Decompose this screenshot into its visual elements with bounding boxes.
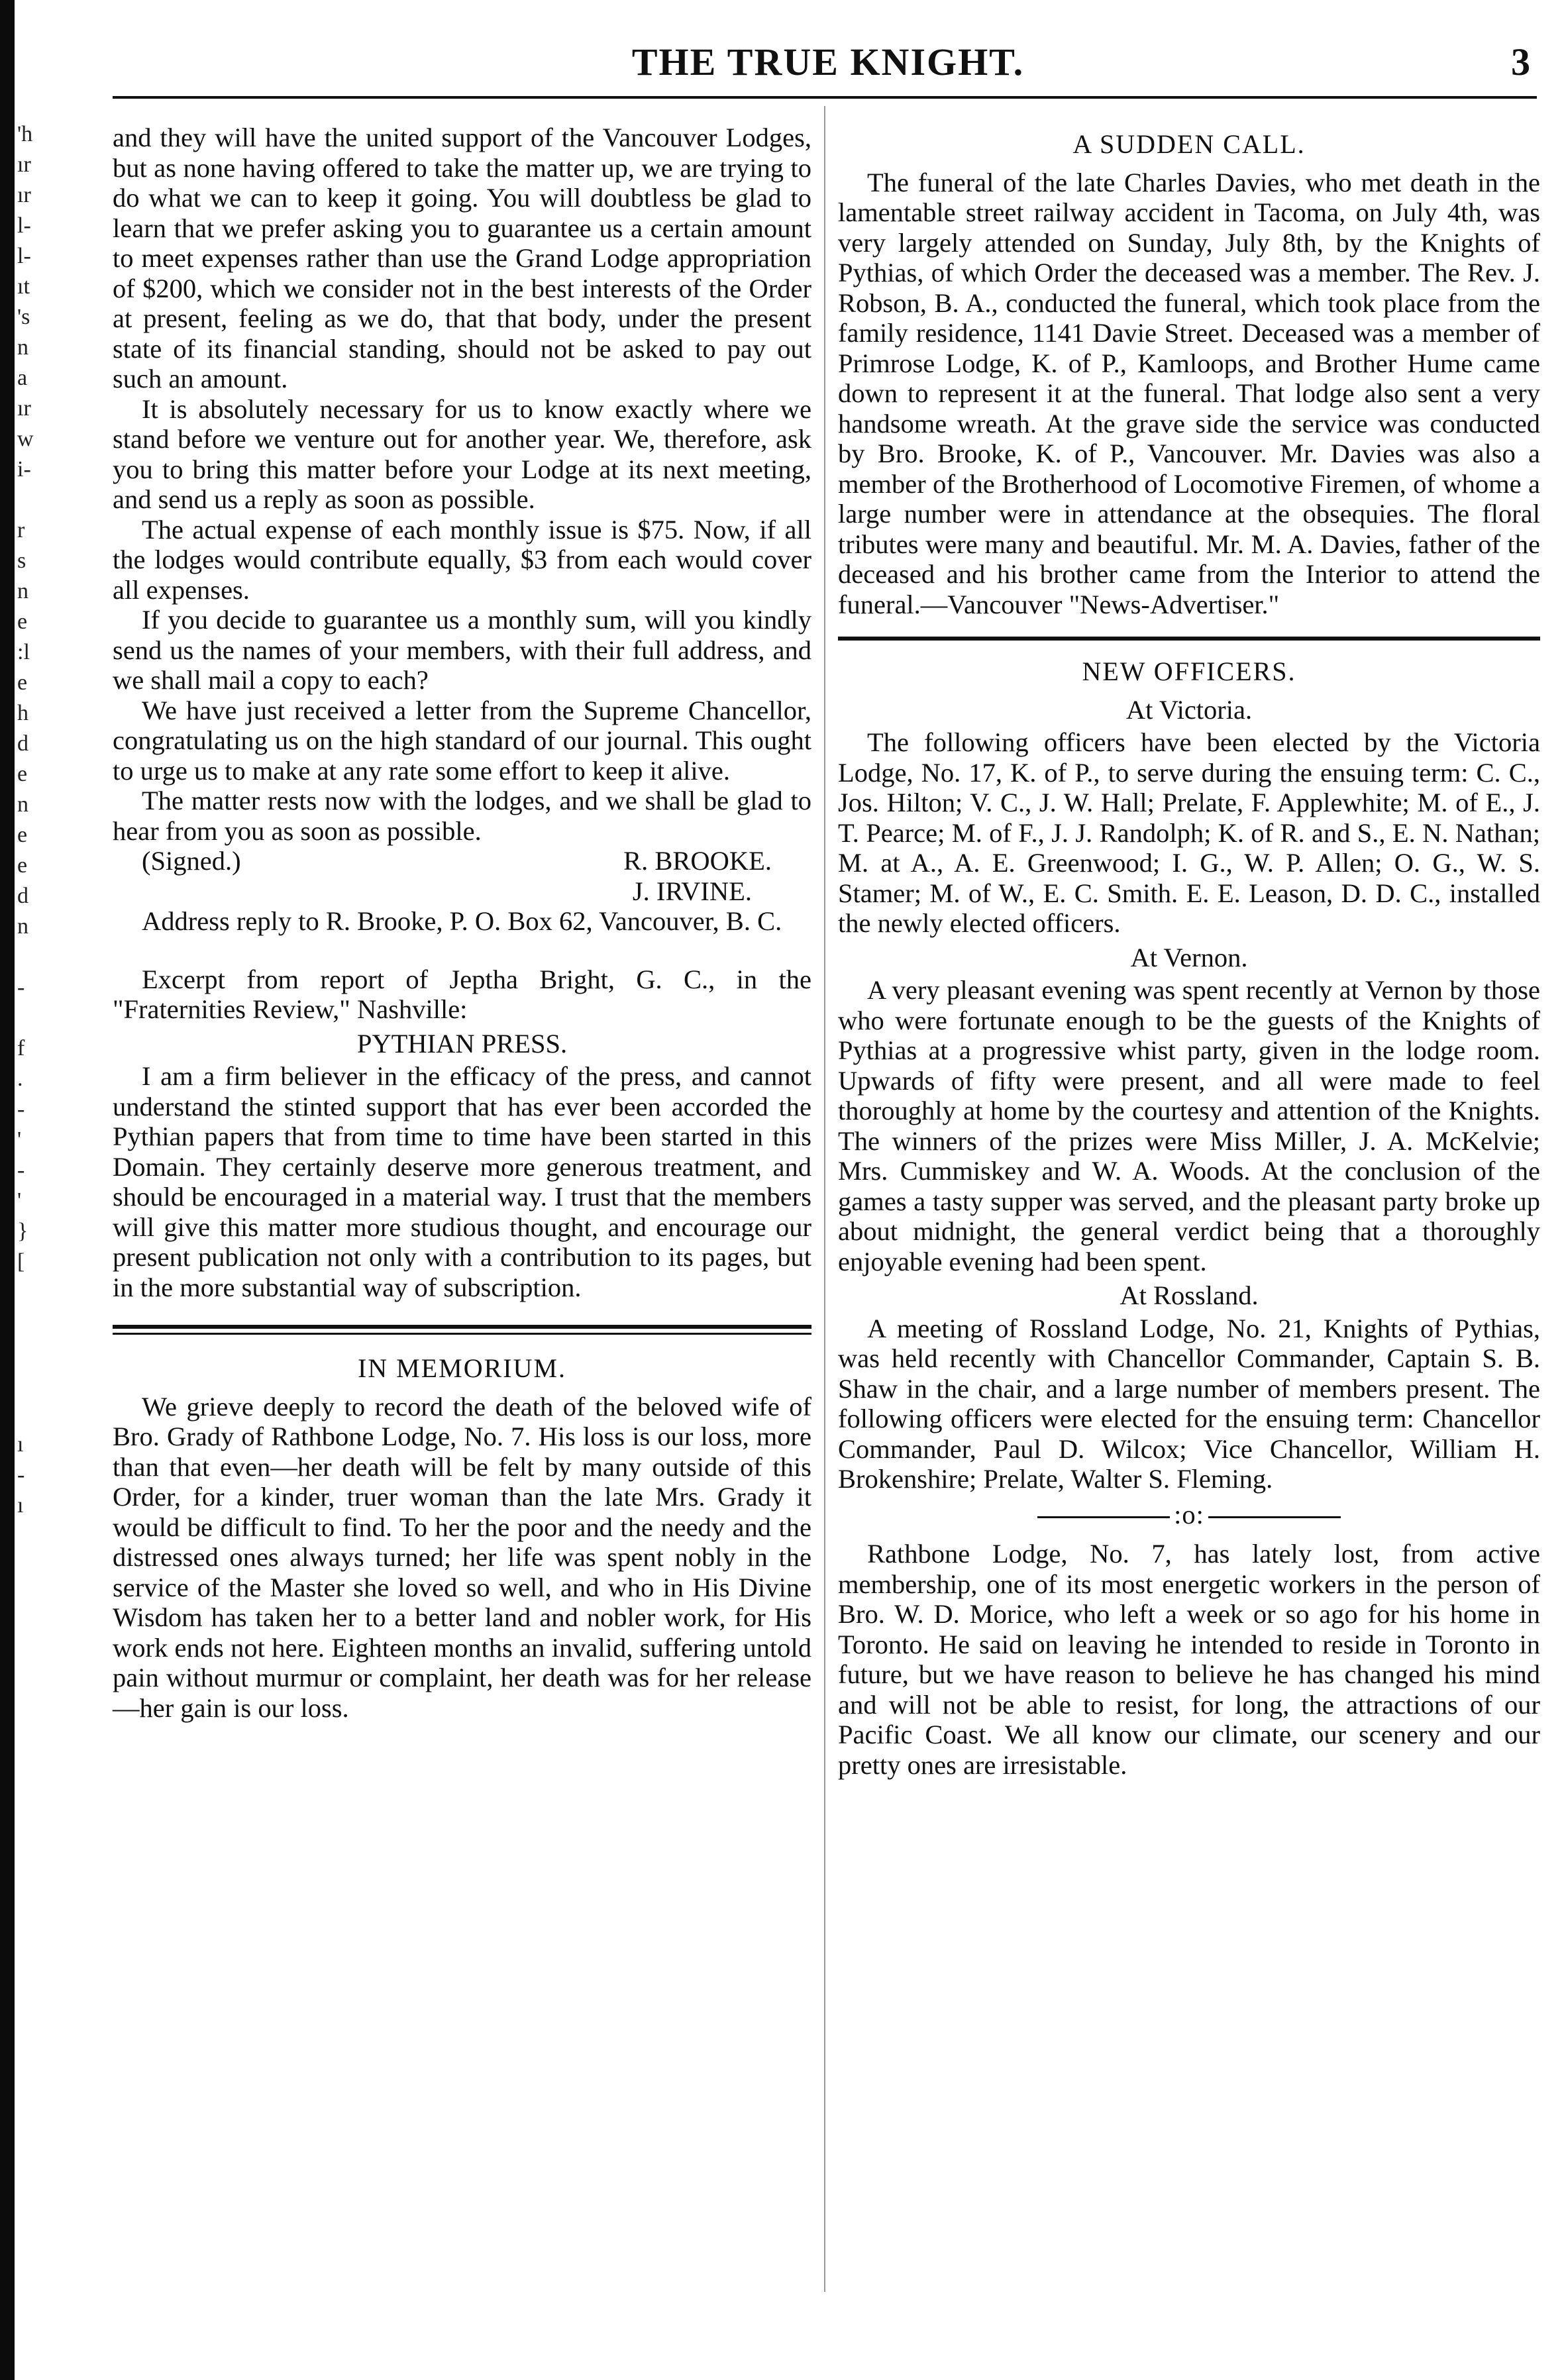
margin-fragment: h xyxy=(17,701,28,725)
in-memorium-heading: IN MEMORIUM. xyxy=(357,1353,567,1383)
margin-fragment: l- xyxy=(17,213,31,238)
signed-label: (Signed.) xyxy=(142,846,241,876)
letter-paragraph: We have just received a letter from the Supreme Chancellor, congratulating us on the high standard of our journal. This ought to urge us to make at any rate some effort to keep it alive. xyxy=(113,695,811,786)
margin-fragment xyxy=(17,1399,40,1429)
pythian-press-text: I am a firm believer in the efficacy of the press, and cannot understand the stinted support that has ever been accorded the Pythian papers that from time to time have been started in this Domain. They certainly deserve more generous treatment, and should be encouraged in a material way. I trust that the members will give this matter more studious thought, and encourage our present publication not only with a contribution to its pages, but in the more substantial way of subscription. xyxy=(113,1061,811,1302)
rossland-text: A meeting of Rossland Lodge, No. 21, Knights of Pythias, was held recently with Chancellor Commander, Captain S. B. Shaw in the chair, and a large number of members present. The following officers were elected for the ensuing term: Chancellor Commander, Paul D. Wilcox; Vice Chancellor, William H. Brokenshire; Prelate, Walter S. Fleming. xyxy=(838,1313,1540,1494)
rossland-heading: At Rossland. xyxy=(1120,1280,1259,1310)
margin-fragment: r xyxy=(17,518,25,543)
margin-fragment: } xyxy=(17,1219,28,1243)
vernon-heading: At Vernon. xyxy=(1130,942,1248,972)
margin-fragment: 'h xyxy=(17,122,33,146)
margin-fragment xyxy=(17,1003,40,1033)
circular-letter xyxy=(113,123,811,937)
margin-fragment: - xyxy=(17,1097,25,1121)
new-officers-heading: NEW OFFICERS. xyxy=(1082,656,1296,686)
margin-fragment: e xyxy=(17,609,28,634)
binding-edge xyxy=(0,0,15,2380)
letter-paragraph: If you decide to guarantee us a monthly sum, will you kindly send us the names of your members, with their full address, and we shall mail a copy to each? xyxy=(113,605,811,695)
margin-fragment: ı xyxy=(17,1432,24,1457)
margin-fragment: ıt xyxy=(17,274,30,299)
margin-fragment: n xyxy=(17,792,28,817)
margin-fragment: - xyxy=(17,975,25,1000)
letter-paragraph: The actual expense of each monthly issue is $75. Now, if all the lodges would contribute equally, $3 from each would cover all expenses. xyxy=(113,514,811,605)
pythian-press-article xyxy=(113,964,811,1303)
margin-fragment: a xyxy=(17,366,28,390)
letter-paragraph: The matter rests now with the lodges, and we shall be glad to hear from you as soon as possible. xyxy=(113,786,811,846)
section-rule xyxy=(838,637,1540,641)
margin-fragment: :l xyxy=(17,640,30,664)
margin-fragment: e xyxy=(17,670,28,695)
margin-fragment: e xyxy=(17,823,28,847)
reply-address: Address reply to R. Brooke, P. O. Box 62, Vancouver, B. C. xyxy=(142,906,782,936)
new-officers-article xyxy=(838,656,1540,1780)
signer-irvine: J. IRVINE. xyxy=(632,876,752,906)
spacer xyxy=(113,937,811,964)
margin-fragment: ' xyxy=(17,1127,22,1152)
margin-fragment: s xyxy=(17,548,26,573)
column-divider xyxy=(824,106,825,2292)
margin-fragment: ı xyxy=(17,1493,24,1518)
margin-fragment: 's xyxy=(17,305,30,329)
victoria-heading: At Victoria. xyxy=(1125,694,1253,725)
signer-brooke: R. BROOKE. xyxy=(623,846,772,876)
margin-fragment: ır xyxy=(17,396,31,421)
margin-fragment: i- xyxy=(17,457,31,482)
margin-fragment xyxy=(17,485,40,515)
adjacent-page-margin-fragments xyxy=(17,119,40,1521)
margin-fragment xyxy=(17,1369,40,1399)
rathbone-text: Rathbone Lodge, No. 7, has lately lost, from active membership, one of its most energetic workers in the person of Bro. W. D. Morice, who left a week or so ago for his home in Toronto. He said on leaving he intended to reside in Toronto in future, but we have reason to believe he has changed his mind and will not be able to resist, for long, the attractions of our Pacific Coast. We all know our climate, our scenery and our pretty ones are irresistable. xyxy=(838,1539,1540,1780)
left-column xyxy=(113,123,811,1723)
letter-paragraph: It is absolutely necessary for us to know exactly where we stand before we venture out for another year. We, therefore, ask you to bring this matter before your Lodge at its next meeting, and send us a reply as soon as possible. xyxy=(113,393,811,514)
margin-fragment: d xyxy=(17,884,28,908)
page-header xyxy=(113,40,1543,93)
margin-fragment: d xyxy=(17,731,28,756)
page-number: 3 xyxy=(1511,40,1530,83)
sudden-call-article xyxy=(838,129,1540,619)
section-rule xyxy=(113,1325,811,1335)
margin-fragment: n xyxy=(17,579,28,603)
margin-fragment: - xyxy=(17,1463,25,1487)
in-memorium-article xyxy=(113,1353,811,1723)
margin-fragment: n xyxy=(17,914,28,939)
margin-fragment: ır xyxy=(17,183,31,207)
margin-fragment: [ xyxy=(17,1249,25,1274)
margin-fragment: . xyxy=(17,1066,23,1091)
margin-fragment: n xyxy=(17,335,28,360)
header-rule xyxy=(113,96,1537,99)
sudden-call-heading: A SUDDEN CALL. xyxy=(1072,129,1306,159)
sudden-call-text: The funeral of the late Charles Davies, who met death in the lamentable street railway accident in Tacoma, on July 4th, was very largely attended on Sunday, July 8th, by the Knights of Pythias, of which Order the deceased was a member. The Rev. J. Robson, B. A., conducted the funeral, which took place from the family residence, 1141 Davie Street. Deceased was a member of Primrose Lodge, K. of P., Kamloops, and Brother Hume came down to represent it at the funeral. That lodge also sent a very handsome wreath. At the grave side the service was conducted by Bro. Brooke, K. of P., Vancouver. Mr. Davies was also a member of the Brotherhood of Locomotive Firemen, of whome a large number were in attendance at the obsequies. The floral tributes were many and beautiful. Mr. M. A. Davies, father of the deceased and his brother came from the Interior to attend the funeral.—Vancouver "News-Advertiser." xyxy=(838,167,1540,619)
margin-fragment: w xyxy=(17,427,34,451)
right-column xyxy=(838,123,1540,1780)
margin-fragment: e xyxy=(17,853,28,878)
vernon-text: A very pleasant evening was spent recently at Vernon by those who were fortunate enough to be the guests of the Knights of Pythias at a progressive whist party, given in the lodge room. Upwards of fifty were present, and all were made to feel thoroughly at home by the courtesy and attention of the Knights. The winners of the prizes were Miss Miller, J. A. McKelvie; Mrs. Cummiskey and W. A. Woods. At the conclusion of the games a tasty supper was served, and the pleasant party broke up about midnight, the general verdict being that a thoroughly enjoyable evening had been spent. xyxy=(838,975,1540,1276)
margin-fragment: l- xyxy=(17,244,31,268)
letter-paragraph: and they will have the united support of the Vancouver Lodges, but as none having offered to take the matter up, we are trying to do what we can to keep it going. You will doubtless be glad to learn that we prefer asking you to guarantee us a certain amount to meet expenses rather than use the Grand Lodge appropriation of $200, which we consider not in the best interests of the Order at present, feeling as we do, that that body, under the present state of its financial standing, should not be asked to pay out such an amount. xyxy=(113,123,811,393)
margin-fragment: f xyxy=(17,1036,25,1061)
margin-fragment: e xyxy=(17,762,28,786)
ornamental-separator: :o: xyxy=(838,1500,1540,1530)
victoria-text: The following officers have been elected by the Victoria Lodge, No. 17, K. of P., to serve during the ensuing term: C. C., Jos. Hilton; V. C., J. W. Hall; Prelate, F. Applewhite; M. of E., J. T. Pearce; M. of F., J. J. Randolph; K. of R. and S., E. N. Nathan; M. at A., A. E. Greenwood; I. G., W. P. Allen; O. G., W. S. Stamer; M. of W., E. C. Smith. E. E. Leason, D. D. C., installed the newly elected officers. xyxy=(838,727,1540,938)
margin-fragment: ' xyxy=(17,1188,22,1213)
margin-fragment xyxy=(17,942,40,972)
margin-fragment: - xyxy=(17,1158,25,1182)
newspaper-title: THE TRUE KNIGHT. xyxy=(631,40,1025,83)
excerpt-intro: Excerpt from report of Jeptha Bright, G. C., in the "Fraternities Review," Nashville: xyxy=(113,964,811,1024)
signature-line xyxy=(113,846,811,876)
margin-fragment xyxy=(17,1338,40,1369)
in-memorium-text: We grieve deeply to record the death of the beloved wife of Bro. Grady of Rathbone Lodge, No. 7. His loss is our loss, more than that even—her death will be felt by many outside of this Order, for a kinder, truer woman than the late Mrs. Grady it would be difficult to find. To her the poor and the needy and the distressed ones always turned; her life was spent nobly in the service of the Master she loved so well, and who in His Divine Wisdom has taken her to a better land and nobler work, for His work ends not here. Eighteen months an invalid, suffering untold pain without murmur or complaint, her death was for her release—her gain is our loss. xyxy=(113,1391,811,1723)
margin-fragment xyxy=(17,1277,40,1308)
pythian-press-heading: PYTHIAN PRESS. xyxy=(356,1028,568,1059)
margin-fragment: ır xyxy=(17,152,31,177)
margin-fragment xyxy=(17,1308,40,1338)
